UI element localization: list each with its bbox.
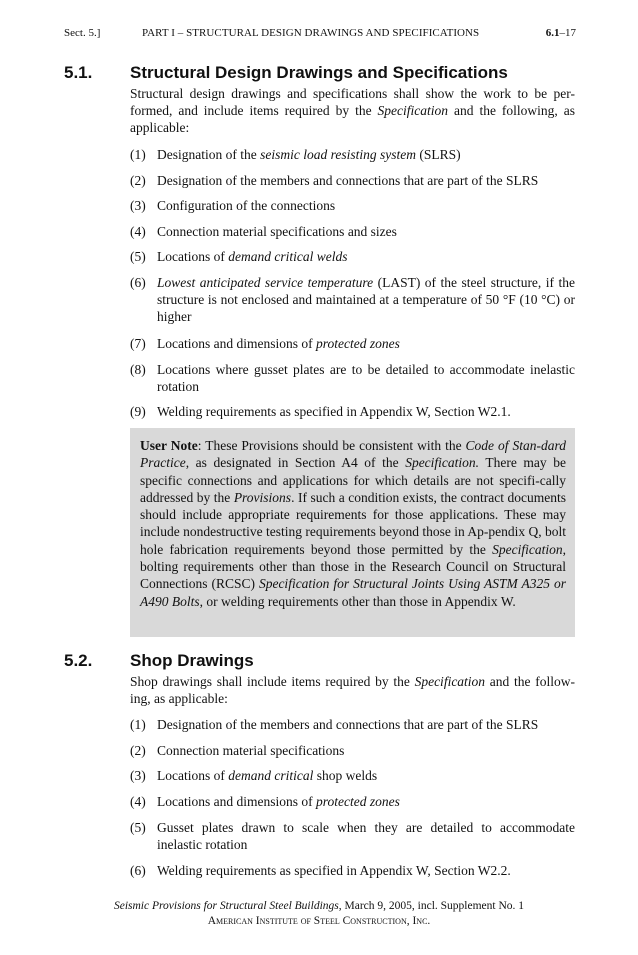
list-text: Locations and dimensions of protected zones: [157, 336, 400, 351]
footer-publisher: American Institute of Steel Construction, Inc.: [207, 915, 431, 927]
list-number: (3): [130, 768, 146, 783]
list-number: (6): [130, 863, 146, 878]
intro-text-end: and the follow-ing, as applicable:: [130, 674, 575, 706]
list-item: [130, 223, 575, 240]
list-text: Connection material specifications and sizes: [157, 224, 397, 239]
list-text: Configuration of the connections: [157, 198, 336, 213]
list-text: Gusset plates drawn to scale when they are detailed to accommodate inelastic rotation: [157, 820, 575, 852]
list-text: Connection material specifications: [157, 743, 345, 758]
footer-citation: [0, 900, 638, 912]
list-text: Designation of the members and connections that are part of the SLRS: [157, 717, 539, 732]
user-note-label: User Note: [140, 438, 198, 453]
list-number: (1): [130, 147, 146, 162]
list-item: [130, 793, 575, 810]
page-number: [546, 27, 576, 39]
list-number: (8): [130, 362, 146, 377]
list-number: (6): [130, 275, 146, 290]
list-number: (4): [130, 224, 146, 239]
list-text: Locations of demand critical shop welds: [157, 768, 378, 783]
list-text: Designation of the members and connections that are part of the SLRS: [157, 173, 539, 188]
list-text: Welding requirements as specified in Appendix W, Section W2.2.: [157, 863, 511, 878]
section-5-1-intro: [130, 85, 575, 136]
intro-emphasis: Specification: [414, 674, 486, 689]
intro-text: Shop drawings shall include items required by the: [130, 674, 415, 689]
list-number: (3): [130, 198, 146, 213]
list-item: [130, 335, 575, 352]
list-item: [130, 716, 575, 733]
list-item: [130, 742, 575, 759]
list-item: [130, 248, 575, 265]
list-item: [130, 862, 575, 879]
list-item: [130, 146, 575, 163]
list-number: (9): [130, 404, 146, 419]
list-item: [130, 197, 575, 214]
footer-date: , March 9, 2005, incl. Supplement No. 1: [338, 900, 525, 912]
list-text: Welding requirements as specified in Appendix W, Section W2.1.: [157, 404, 511, 419]
list-number: (7): [130, 336, 146, 351]
section-title: Shop Drawings: [130, 651, 254, 670]
section-title: Structural Design Drawings and Specifications: [130, 63, 508, 82]
section-number: 5.1.: [64, 63, 93, 82]
footer-title: Seismic Provisions for Structural Steel Buildings: [113, 900, 339, 912]
intro-text-end: and the following, as applicable:: [130, 103, 575, 135]
list-item: [130, 361, 575, 395]
list-text: Designation of the seismic load resisting system (SLRS): [157, 147, 461, 162]
page-number-chapter: 6.1: [545, 27, 560, 39]
section-5-2-intro: [130, 673, 575, 707]
running-header: [64, 27, 576, 41]
list-number: (2): [130, 173, 146, 188]
list-item: [130, 274, 575, 325]
list-text: Locations of demand critical welds: [157, 249, 348, 264]
list-number: (5): [130, 249, 146, 264]
section-number: 5.2.: [64, 651, 93, 670]
list-item: [130, 819, 575, 853]
intro-emphasis: Specification: [377, 103, 449, 118]
list-item: [130, 403, 575, 420]
page-number-page: –17: [559, 27, 576, 39]
list-number: (1): [130, 717, 146, 732]
list-item: [130, 767, 575, 784]
section-ref: Sect. 5.]: [64, 27, 101, 39]
user-note-text: User Note: These Provisions should be consistent with the Code of Stan-dard Practice, as designated in Section A4 of the Specification. There may be specific connections and applications for which details are not specifi-cally addressed by the Provisions. If such a condition exists, the contract documents should include appropriate requirements for those applications. These may include nondestructive testing requirements beyond those in Ap-pendix Q, bolt hole fabrication requirements beyond those permitted by the Specification, bolting requirements other than those in the Research Council on Structural Connections (RCSC) Specification for Structural Joints Using ASTM A325 or A490 Bolts, or welding requirements other than those in Appendix W.: [140, 438, 567, 609]
intro-text: Structural design drawings and specifications shall show the work to be per-formed, and include items required by the: [130, 86, 575, 118]
list-number: (4): [130, 794, 146, 809]
part-title: PART I – STRUCTURAL DESIGN DRAWINGS AND SPECIFICATIONS: [142, 27, 480, 39]
list-item: [130, 172, 575, 189]
list-number: (2): [130, 743, 146, 758]
list-text: Locations where gusset plates are to be detailed to accommodate inelastic rotation: [157, 362, 575, 394]
user-note-box: [130, 428, 575, 637]
list-text: Lowest anticipated service temperature (LAST) of the steel structure, if the structure is not enclosed and maintained at a temperature of 50 °F (10 °C) or higher: [157, 275, 575, 324]
list-text: Locations and dimensions of protected zones: [157, 794, 400, 809]
list-number: (5): [130, 820, 146, 835]
